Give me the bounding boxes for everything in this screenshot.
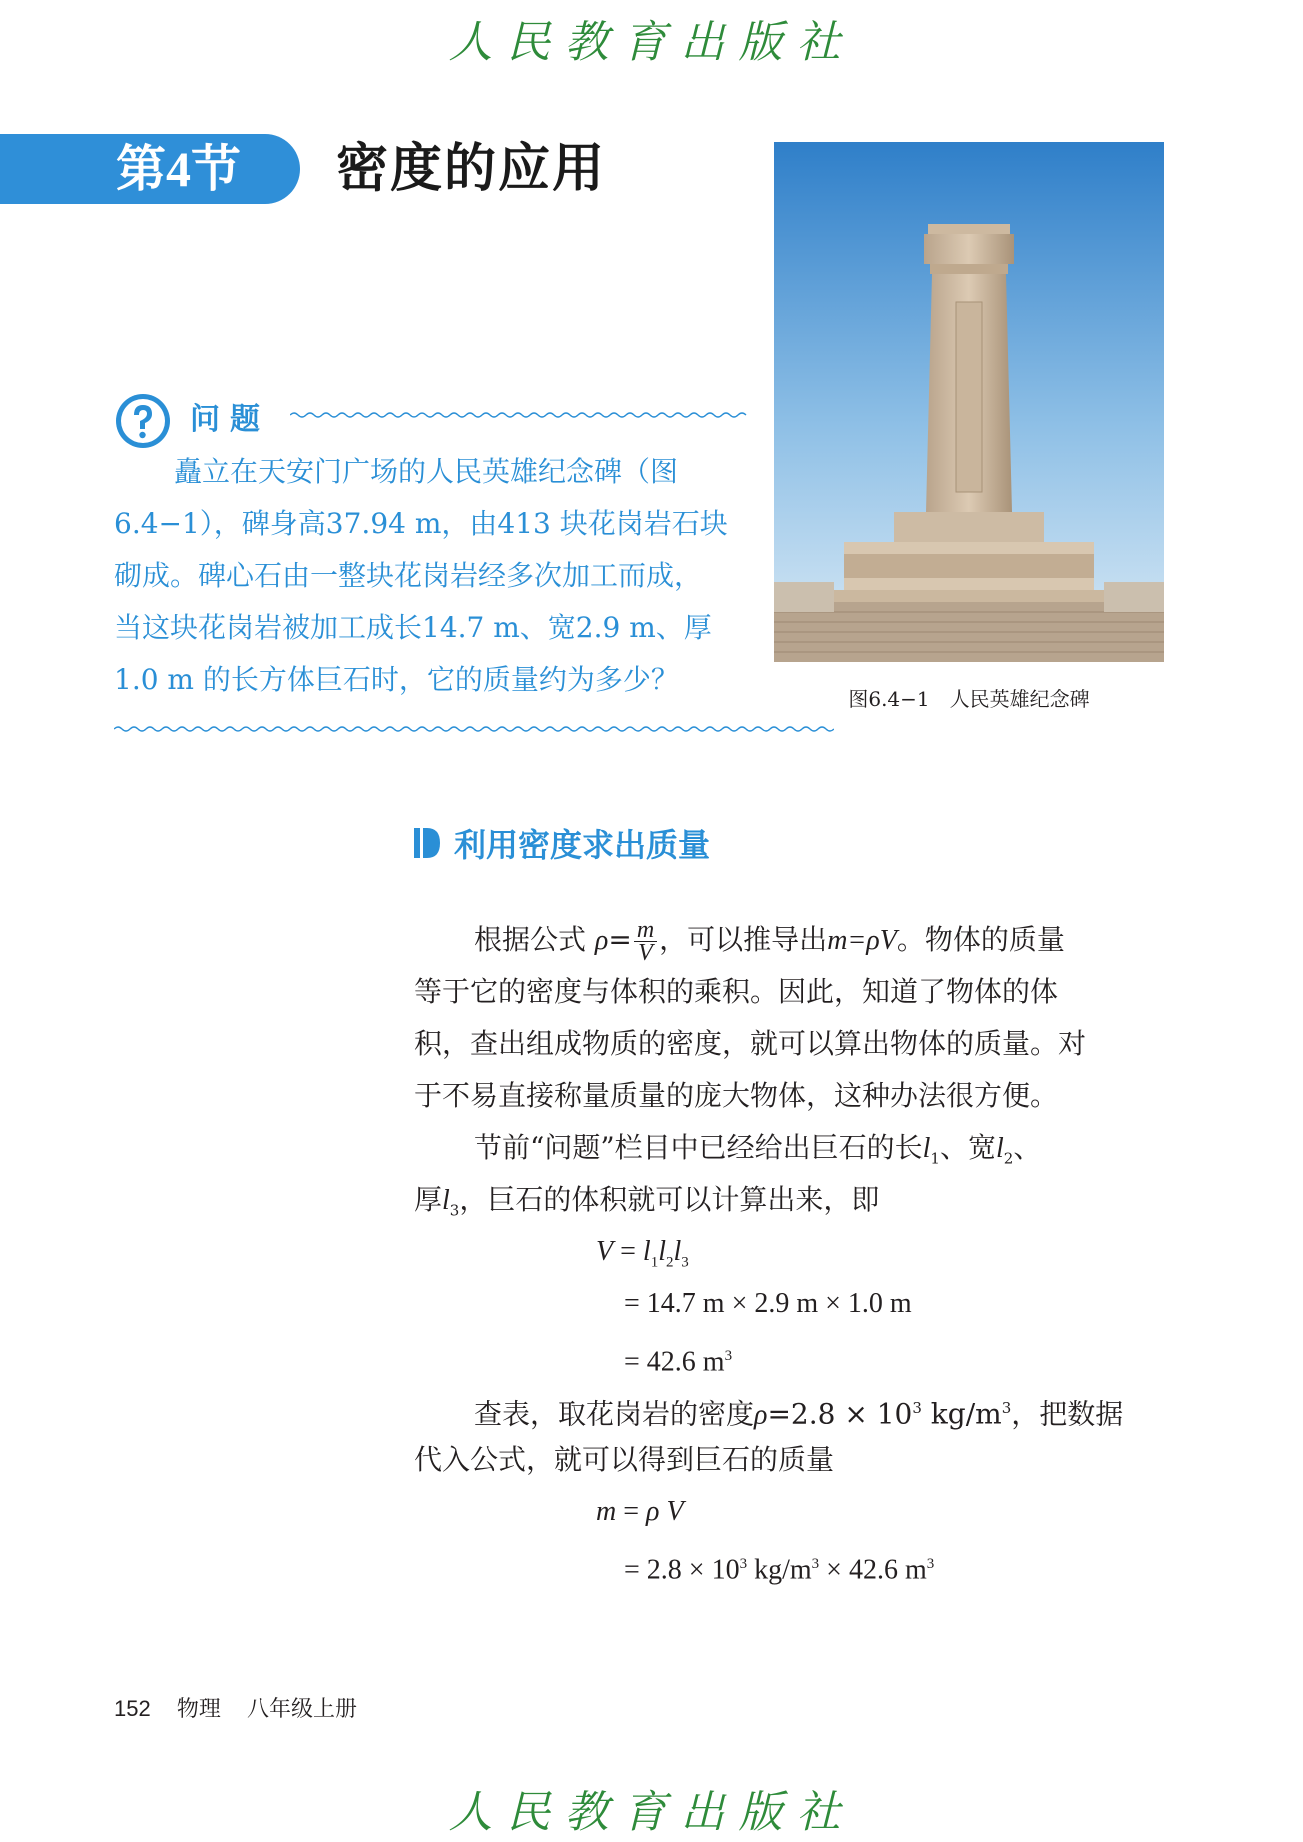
question-line: 6.4−1），碑身高37.94 m，由413 块花岗岩石块 bbox=[114, 507, 728, 540]
body-line: 积，查出组成物质的密度，就可以算出物体的质量。对 bbox=[414, 1027, 1087, 1060]
footer-grade: 八年级上册 bbox=[246, 1696, 357, 1721]
question-text bbox=[114, 446, 734, 706]
body-line: 厚$l_3$，巨石的体积就可以计算出来，即 bbox=[414, 1183, 880, 1220]
page-footer bbox=[114, 1692, 377, 1723]
question-line: 当这块花岗岩被加工成长14.7 m、宽2.9 m、厚 bbox=[114, 611, 712, 644]
section-title: 密度的应用 bbox=[336, 138, 607, 199]
question-line: 1.0 m 的长方体巨石时，它的质量约为多少？ bbox=[114, 663, 679, 696]
equation-line: m = ρ V bbox=[596, 1496, 684, 1527]
question-line: 砌成。碑心石由一整块花岗岩经多次加工而成， bbox=[114, 559, 703, 592]
d-shape-icon bbox=[414, 828, 440, 858]
page-number: 152 bbox=[114, 1696, 151, 1721]
wave-divider-bottom bbox=[114, 724, 834, 734]
equation-line: = 42.6 $m^3$ bbox=[624, 1346, 733, 1378]
question-circle-icon bbox=[114, 392, 172, 450]
question-line: 矗立在天安门广场的人民英雄纪念碑（图 bbox=[174, 455, 679, 488]
wave-divider-top bbox=[290, 410, 748, 420]
body-line: 于不易直接称量质量的庞大物体，这种办法很方便。 bbox=[414, 1079, 1059, 1112]
section-number: 第4节 bbox=[116, 141, 241, 197]
publisher-watermark-top: 人民教育出版社 bbox=[448, 17, 855, 68]
body-line: 节前“问题”栏目中已经给出巨石的长$l_1$、宽$l_2$、 bbox=[474, 1131, 1042, 1168]
figure-caption: 图6.4−1 人民英雄纪念碑 bbox=[848, 687, 1090, 711]
equation-line: $V = l_1l_2l_3$ bbox=[596, 1236, 689, 1271]
body-line: 代入公式，就可以得到巨石的质量 bbox=[414, 1443, 835, 1476]
body-line: 等于它的密度与体积的乘积。因此，知道了物体的体 bbox=[414, 975, 1059, 1008]
monument-photo bbox=[774, 142, 1164, 662]
equation-line: = 14.7 m × 2.9 m × 1.0 m bbox=[624, 1288, 912, 1319]
formula-fraction: $\frac{m}{V}$ bbox=[634, 919, 657, 964]
question-title: 问题 bbox=[190, 402, 270, 437]
body-line: 根据公式 ρ= $\frac{m}{V}$ ，可以推导出m=ρV。物体的质量 bbox=[474, 917, 1065, 966]
body-line: 查表，取花岗岩的密度$\rho=2.8 \times 10^3$ $kg/m^3$，把数据 bbox=[474, 1397, 1124, 1431]
body-text bbox=[414, 914, 1134, 1590]
equation-line: = $2.8 \times 10^3$ $kg/m^3 \times 42.6$ $m^3$ bbox=[624, 1554, 935, 1586]
publisher-watermark-bottom: 人民教育出版社 bbox=[448, 1787, 855, 1838]
subsection-title: 利用密度求出质量 bbox=[454, 826, 711, 864]
footer-subject: 物理 bbox=[176, 1696, 221, 1721]
